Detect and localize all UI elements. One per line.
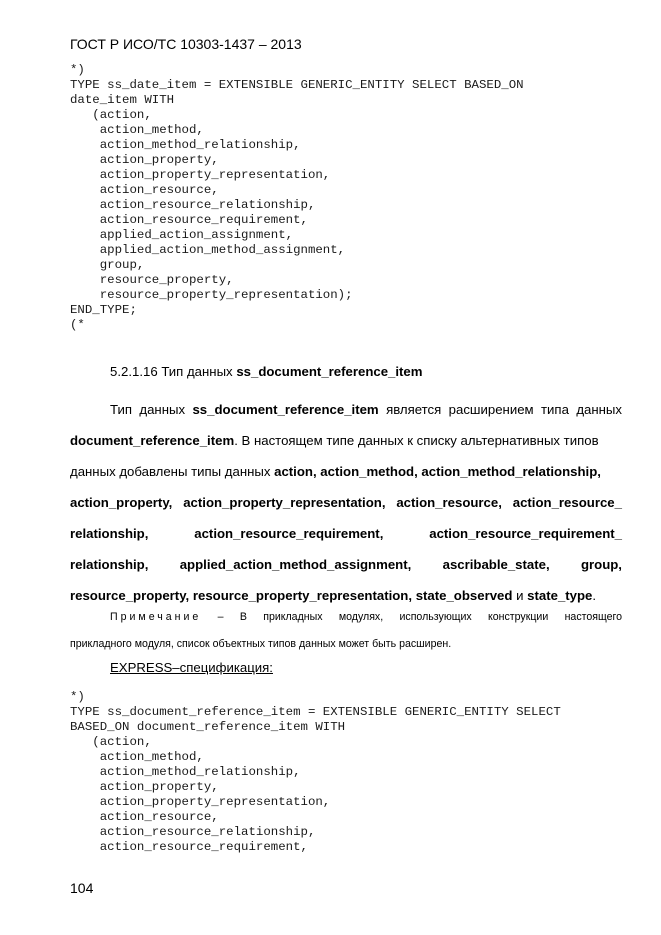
paragraph-type-name: ascribable_state, — [442, 557, 550, 572]
paragraph-line — [70, 456, 622, 487]
paragraph-word: Тип — [110, 402, 132, 417]
paragraph-line — [70, 425, 622, 456]
section-type-name: ss_document_reference_item — [236, 364, 423, 379]
express-specification-heading: EXPRESS–спецификация: — [110, 660, 273, 675]
paragraph-line — [70, 394, 622, 425]
note-line — [70, 604, 622, 631]
paragraph-word: данных — [139, 402, 186, 417]
paragraph-word: типа — [541, 402, 569, 417]
paragraph-line — [70, 518, 622, 549]
paragraph-word: данных — [576, 402, 622, 417]
paragraph-text: . В настоящем типе данных к списку альтернативных типов — [234, 433, 599, 448]
paragraph-word: расширением — [448, 402, 534, 417]
section-number-label: 5.2.1.16 Тип данных — [110, 364, 237, 379]
paragraph-type-name: action_property_representation, — [183, 495, 386, 510]
note-line: прикладного модуля, список объектных типов данных может быть расширен. — [70, 638, 452, 650]
paragraph-type-name: action_resource_ — [512, 495, 622, 510]
paragraph-type-list: resource_property, resource_property_representation, state_observed — [70, 588, 513, 603]
paragraph-word: является — [386, 402, 442, 417]
paragraph-type-name: action_resource_requirement_ — [429, 526, 622, 541]
express-code-block-ss-date-item: *) TYPE ss_date_item = EXTENSIBLE GENERIC_ENTITY SELECT BASED_ON date_item WITH (action, action_method, action_method_relationship, action_property, action_property_representation, action_resource, action_resource_relationship, action_resource_requirement, applied_action_assignment, applied_action_method_assignment, group, resource_property, resource_property_representation); END_TYPE; (* — [70, 63, 524, 332]
note-label: Примечание — [110, 611, 202, 623]
paragraph-line — [70, 549, 622, 580]
section-paragraph — [70, 394, 622, 611]
paragraph-text: . — [592, 588, 597, 603]
note-word: прикладных — [263, 611, 323, 623]
note-word: конструкции — [488, 611, 549, 623]
paragraph-type-name: group, — [580, 557, 622, 572]
note-dash: – — [217, 611, 224, 623]
note-block — [70, 604, 622, 658]
express-code-block-ss-document-reference-item: *) TYPE ss_document_reference_item = EXTENSIBLE GENERIC_ENTITY SELECT BASED_ON document_reference_item WITH (action, action_method, action_method_relationship, action_property, action_property_representation, action_resource, action_resource_relationship, action_resource_requirement, — [70, 690, 561, 854]
paragraph-type-list: action, action_method, action_method_relationship, — [274, 464, 601, 479]
note-word: настоящего — [564, 611, 622, 623]
paragraph-line — [70, 487, 622, 518]
note-word: модулях, — [338, 611, 384, 623]
paragraph-text: и — [512, 588, 528, 603]
paragraph-type-name: state_type — [527, 588, 593, 603]
note-word: В — [239, 611, 247, 623]
paragraph-type-name: action_property, — [70, 495, 173, 510]
note-word: использующих — [399, 611, 472, 623]
paragraph-text: данных добавлены типы данных — [70, 464, 275, 479]
paragraph-type-name: action_resource_requirement, — [194, 526, 384, 541]
paragraph-type-name: action_resource, — [396, 495, 502, 510]
page-number: 104 — [70, 880, 94, 896]
paragraph-type-name: document_reference_item — [70, 433, 235, 448]
paragraph-type-name: relationship, — [70, 557, 149, 572]
paragraph-type-name: ss_document_reference_item — [192, 402, 379, 417]
paragraph-type-name: relationship, — [70, 526, 149, 541]
document-header: ГОСТ Р ИСО/ТС 10303-1437 – 2013 — [70, 36, 302, 52]
paragraph-type-name: applied_action_method_assignment, — [179, 557, 412, 572]
section-heading — [110, 364, 423, 379]
